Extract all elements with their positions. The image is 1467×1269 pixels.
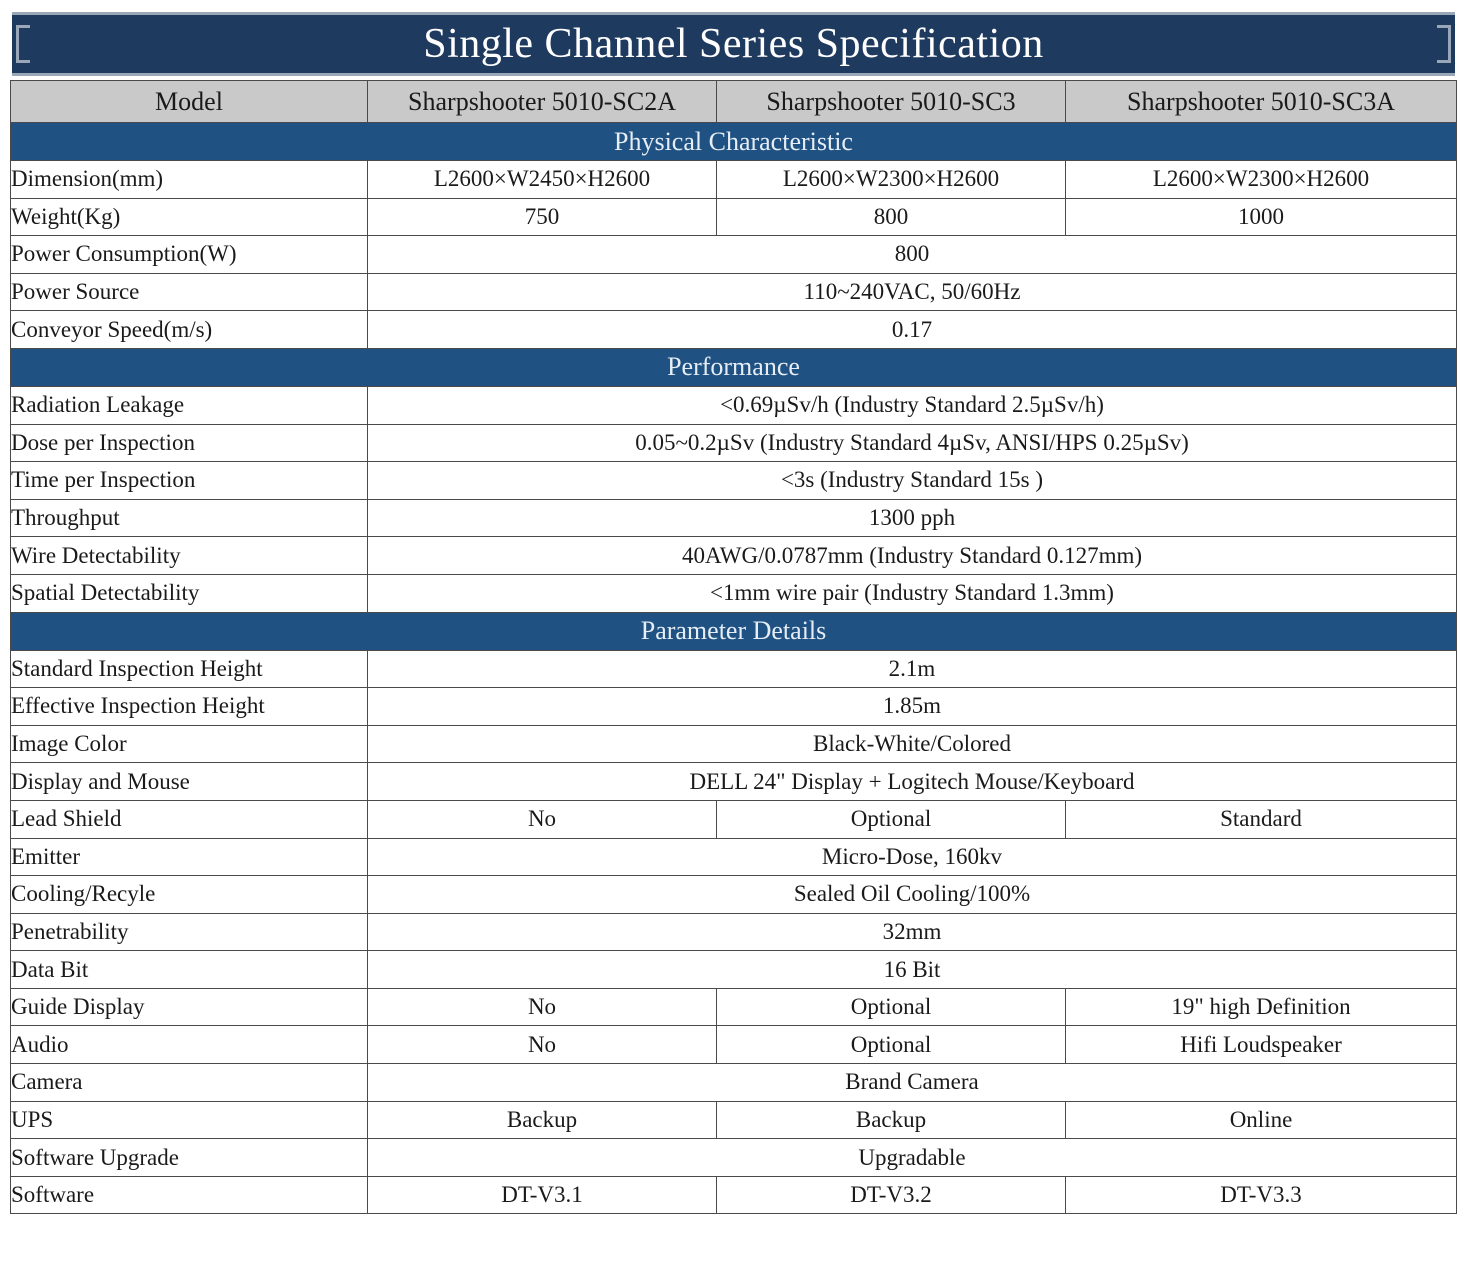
spec-table	[10, 80, 1457, 1214]
spec-value-shared: Black-White/Colored	[368, 725, 1457, 763]
spec-value-shared: 16 Bit	[368, 951, 1457, 989]
spec-value-shared: 800	[368, 236, 1457, 274]
spec-row	[11, 1176, 1457, 1214]
spec-value-shared: Sealed Oil Cooling/100%	[368, 876, 1457, 914]
spec-value-model-1: No	[368, 1026, 717, 1064]
section-header-row	[11, 612, 1457, 650]
spec-row	[11, 424, 1457, 462]
spec-row	[11, 1064, 1457, 1102]
header-model-1: Sharpshooter 5010-SC2A	[368, 81, 717, 123]
spec-value-shared: Brand Camera	[368, 1064, 1457, 1102]
spec-value-shared: 2.1m	[368, 650, 1457, 688]
spec-label: Penetrability	[11, 913, 368, 951]
spec-row	[11, 161, 1457, 199]
spec-label: Camera	[11, 1064, 368, 1102]
spec-row	[11, 273, 1457, 311]
spec-value-shared: 1.85m	[368, 688, 1457, 726]
spec-value-shared: 32mm	[368, 913, 1457, 951]
spec-value-model-1: DT-V3.1	[368, 1176, 717, 1214]
spec-row	[11, 800, 1457, 838]
page-title: Single Channel Series Specification	[423, 21, 1044, 67]
section-title: Performance	[11, 348, 1457, 386]
spec-row	[11, 725, 1457, 763]
spec-row	[11, 1139, 1457, 1177]
spec-label: Guide Display	[11, 988, 368, 1026]
spec-row	[11, 462, 1457, 500]
spec-body	[11, 123, 1457, 1214]
spec-row	[11, 688, 1457, 726]
spec-value-model-3: L2600×W2300×H2600	[1066, 161, 1457, 199]
spec-value-model-3: Hifi Loudspeaker	[1066, 1026, 1457, 1064]
spec-label: Power Consumption(W)	[11, 236, 368, 274]
spec-label: Software Upgrade	[11, 1139, 368, 1177]
spec-row	[11, 574, 1457, 612]
spec-value-model-2: Backup	[717, 1101, 1066, 1139]
spec-row	[11, 499, 1457, 537]
header-model-2: Sharpshooter 5010-SC3	[717, 81, 1066, 123]
section-title: Physical Characteristic	[11, 123, 1457, 161]
section-header-row	[11, 348, 1457, 386]
header-model-label: Model	[11, 81, 368, 123]
spec-label: Time per Inspection	[11, 462, 368, 500]
spec-value-model-2: Optional	[717, 988, 1066, 1026]
spec-label: Audio	[11, 1026, 368, 1064]
spec-value-shared: 0.05~0.2µSv (Industry Standard 4µSv, ANSI/HPS 0.25µSv)	[368, 424, 1457, 462]
spec-row	[11, 876, 1457, 914]
spec-row	[11, 537, 1457, 575]
spec-label: Emitter	[11, 838, 368, 876]
spec-row	[11, 838, 1457, 876]
spec-value-shared: <1mm wire pair (Industry Standard 1.3mm)	[368, 574, 1457, 612]
title-banner	[12, 12, 1455, 76]
spec-label: Cooling/Recyle	[11, 876, 368, 914]
section-header-row	[11, 123, 1457, 161]
header-model-3: Sharpshooter 5010-SC3A	[1066, 81, 1457, 123]
spec-value-shared: Upgradable	[368, 1139, 1457, 1177]
spec-row	[11, 988, 1457, 1026]
spec-label: Software	[11, 1176, 368, 1214]
spec-value-model-2: DT-V3.2	[717, 1176, 1066, 1214]
spec-value-model-3: 19" high Definition	[1066, 988, 1457, 1026]
spec-row	[11, 311, 1457, 349]
spec-value-shared: 40AWG/0.0787mm (Industry Standard 0.127mm)	[368, 537, 1457, 575]
spec-label: UPS	[11, 1101, 368, 1139]
spec-row	[11, 198, 1457, 236]
spec-label: Weight(Kg)	[11, 198, 368, 236]
spec-label: Image Color	[11, 725, 368, 763]
spec-value-model-2: Optional	[717, 800, 1066, 838]
spec-label: Dimension(mm)	[11, 161, 368, 199]
spec-label: Throughput	[11, 499, 368, 537]
spec-label: Dose per Inspection	[11, 424, 368, 462]
spec-value-model-2: 800	[717, 198, 1066, 236]
spec-value-shared: 1300 pph	[368, 499, 1457, 537]
spec-value-model-3: DT-V3.3	[1066, 1176, 1457, 1214]
spec-label: Power Source	[11, 273, 368, 311]
spec-row	[11, 763, 1457, 801]
spec-row	[11, 650, 1457, 688]
spec-label: Data Bit	[11, 951, 368, 989]
spec-value-model-1: Backup	[368, 1101, 717, 1139]
spec-row	[11, 951, 1457, 989]
spec-label: Wire Detectability	[11, 537, 368, 575]
spec-value-shared: Micro-Dose, 160kv	[368, 838, 1457, 876]
section-title: Parameter Details	[11, 612, 1457, 650]
spec-value-shared: <0.69µSv/h (Industry Standard 2.5µSv/h)	[368, 386, 1457, 424]
spec-value-model-1: 750	[368, 198, 717, 236]
spec-value-model-3: 1000	[1066, 198, 1457, 236]
spec-row	[11, 386, 1457, 424]
spec-value-model-3: Online	[1066, 1101, 1457, 1139]
header-row	[11, 81, 1457, 123]
spec-value-shared: 110~240VAC, 50/60Hz	[368, 273, 1457, 311]
spec-value-model-1: No	[368, 800, 717, 838]
spec-value-shared: DELL 24" Display + Logitech Mouse/Keyboard	[368, 763, 1457, 801]
spec-value-model-1: No	[368, 988, 717, 1026]
spec-row	[11, 1101, 1457, 1139]
spec-label: Spatial Detectability	[11, 574, 368, 612]
spec-label: Radiation Leakage	[11, 386, 368, 424]
spec-row	[11, 1026, 1457, 1064]
spec-value-shared: <3s (Industry Standard 15s )	[368, 462, 1457, 500]
spec-value-model-2: Optional	[717, 1026, 1066, 1064]
spec-value-model-3: Standard	[1066, 800, 1457, 838]
spec-label: Lead Shield	[11, 800, 368, 838]
spec-value-shared: 0.17	[368, 311, 1457, 349]
spec-row	[11, 913, 1457, 951]
spec-value-model-1: L2600×W2450×H2600	[368, 161, 717, 199]
spec-value-model-2: L2600×W2300×H2600	[717, 161, 1066, 199]
spec-row	[11, 236, 1457, 274]
spec-label: Effective Inspection Height	[11, 688, 368, 726]
spec-label: Conveyor Speed(m/s)	[11, 311, 368, 349]
spec-label: Standard Inspection Height	[11, 650, 368, 688]
spec-label: Display and Mouse	[11, 763, 368, 801]
